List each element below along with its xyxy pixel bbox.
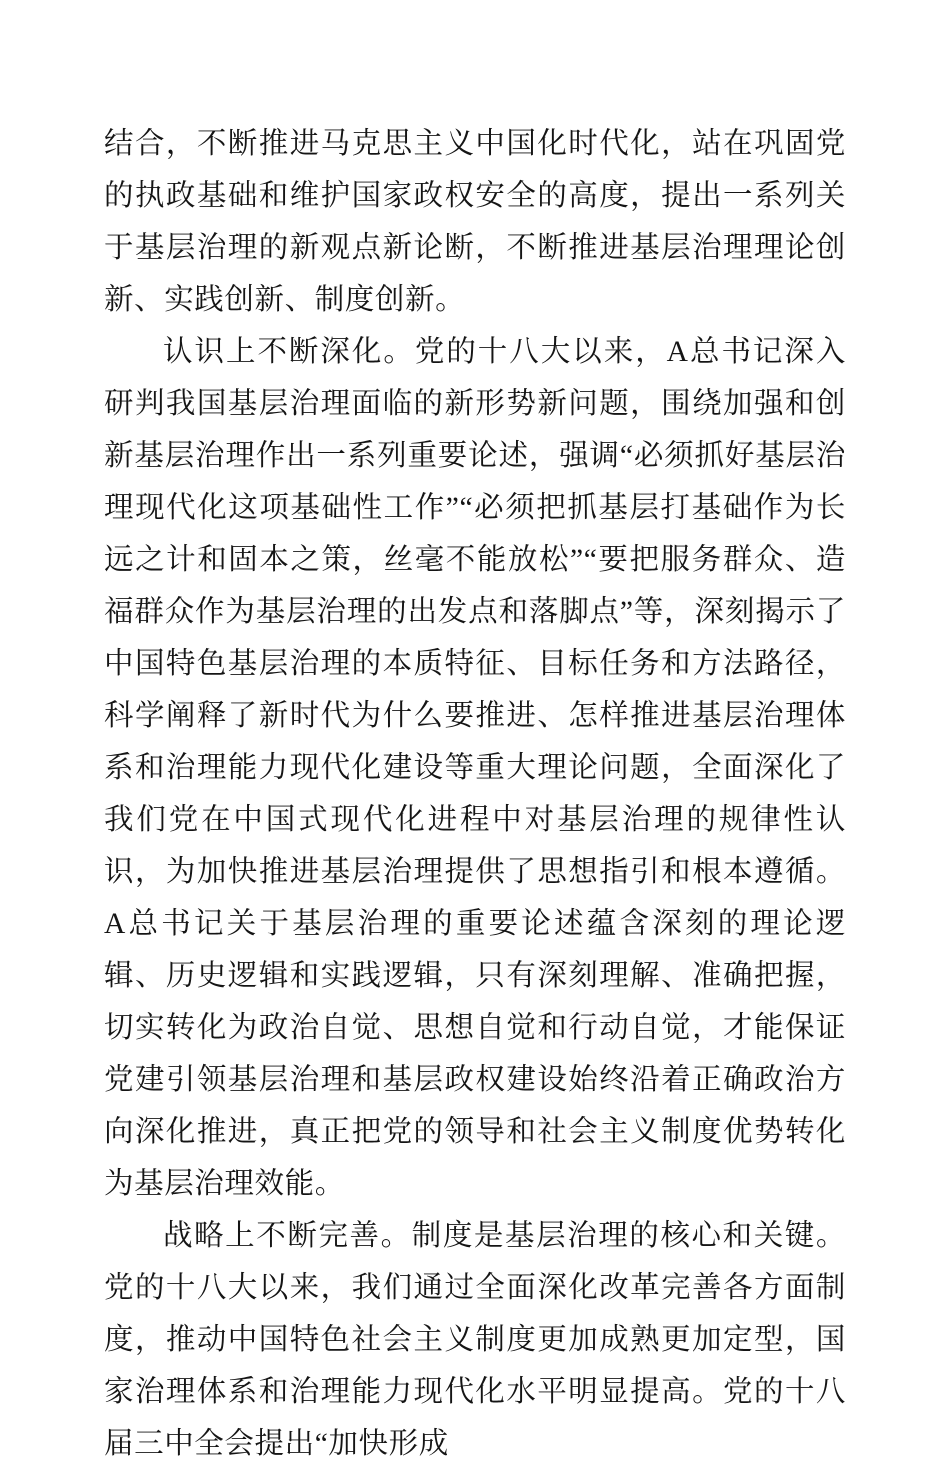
paragraph-1: 结合，不断推进马克思主义中国化时代化，站在巩固党的执政基础和维护国家政权安全的高度，提出一系列关于基层治理的新观点新论断，不断推进基层治理理论创新、实践创新、制度创新。 — [104, 128, 846, 316]
paragraph-3: 战略上不断完善。制度是基层治理的核心和关键。党的十八大以来，我们通过全面深化改革完善各方面制度，推动中国特色社会主义制度更加成熟更加定型，国家治理体系和治理能力现代化水平明显提高。党的十八届三中全会提出“加快形成 — [104, 1220, 846, 1460]
document-body — [104, 118, 846, 1470]
paragraph-2: 认识上不断深化。党的十八大以来，A总书记深入研判我国基层治理面临的新形势新问题，围绕加强和创新基层治理作出一系列重要论述，强调“必须抓好基层治理现代化这项基础性工作”“必须把抓基层打基础作为长远之计和固本之策，丝毫不能放松”“要把服务群众、造福群众作为基层治理的出发点和落脚点”等，深刻揭示了中国特色基层治理的本质特征、目标任务和方法路径，科学阐释了新时代为什么要推进、怎样推进基层治理体系和治理能力现代化建设等重大理论问题，全面深化了我们党在中国式现代化进程中对基层治理的规律性认识，为加快推进基层治理提供了思想指引和根本遵循。A总书记关于基层治理的重要论述蕴含深刻的理论逻辑、历史逻辑和实践逻辑，只有深刻理解、准确把握，切实转化为政治自觉、思想自觉和行动自觉，才能保证党建引领基层治理和基层政权建设始终沿着正确政治方向深化推进，真正把党的领导和社会主义制度优势转化为基层治理效能。 — [104, 336, 846, 1200]
